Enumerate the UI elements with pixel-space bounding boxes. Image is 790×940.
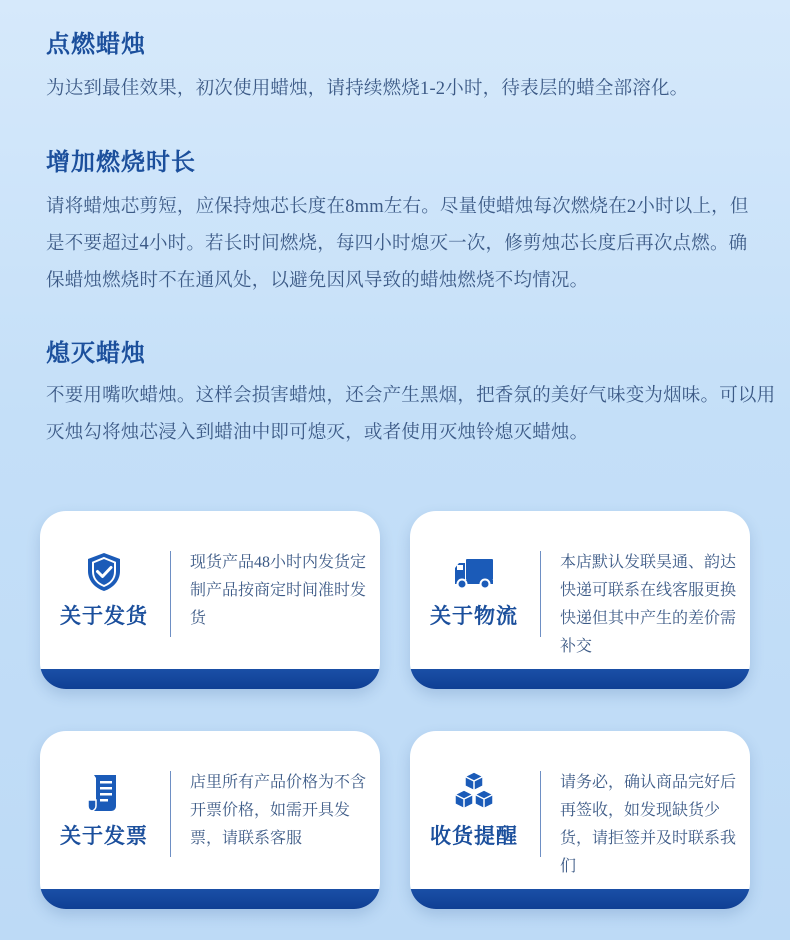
card-divider — [540, 771, 541, 857]
card-title: 关于发票 — [60, 824, 148, 848]
section-burn-time — [46, 142, 766, 300]
card-text: 请务必，确认商品完好后再签收，如发现缺货少货，请拒签并及时联系我们 — [560, 774, 737, 875]
card-bottom-band — [410, 889, 750, 909]
section-heading: 增加燃烧时长 — [46, 148, 196, 176]
card-invoice — [40, 731, 380, 909]
card-text: 本店默认发联昊通、韵达快递可联系在线客服更换快递但其中产生的差价需补交 — [560, 554, 737, 655]
card-title: 收货提醒 — [430, 824, 518, 848]
card-heading-area — [40, 511, 168, 669]
card-heading-area — [40, 731, 168, 889]
boxes-icon — [452, 770, 496, 814]
section-body: 为达到最佳效果，初次使用蜡烛，请持续燃烧1-2小时，待表层的蜡全部溶化。 — [46, 79, 689, 99]
card-heading-area — [410, 731, 538, 889]
card-divider — [170, 771, 171, 857]
section-body: 请将蜡烛芯剪短，应保持烛芯长度在8mm左右。尽量使蜡烛每次燃烧在2小时以上，但是不要超过4小时。若长时间燃烧，每四小时熄灭一次，修剪烛芯长度后再次点燃。确保蜡烛燃烧时不在通风处，以避免因风导致的蜡烛燃烧不均情况。 — [46, 197, 749, 291]
section-body: 不要用嘴吹蜡烛。这样会损害蜡烛，还会产生黑烟，把香氛的美好气味变为烟味。可以用灭烛勾将烛芯浸入到蜡油中即可熄灭，或者使用灭烛铃熄灭蜡烛。 — [46, 386, 776, 443]
card-title: 关于物流 — [430, 604, 518, 628]
section-heading: 点燃蜡烛 — [46, 30, 146, 58]
section-heading: 熄灭蜡烛 — [46, 339, 146, 367]
card-bottom-band — [410, 669, 750, 689]
card-heading-area — [410, 511, 538, 669]
card-divider — [540, 551, 541, 637]
card-text: 现货产品48小时内发货定制产品按商定时间准时发货 — [190, 554, 367, 627]
card-delivery-reminder — [410, 731, 750, 909]
card-divider — [170, 551, 171, 637]
shield-check-icon — [82, 550, 126, 594]
card-shipping — [40, 511, 380, 689]
card-bottom-band — [40, 669, 380, 689]
card-logistics — [410, 511, 750, 689]
section-light-candle — [46, 24, 766, 108]
card-text: 店里所有产品价格为不含开票价格，如需开具发票，请联系客服 — [190, 774, 367, 847]
invoice-icon — [82, 770, 126, 814]
card-title: 关于发货 — [60, 604, 148, 628]
card-bottom-band — [40, 889, 380, 909]
section-extinguish — [46, 333, 776, 452]
truck-icon — [452, 550, 496, 594]
